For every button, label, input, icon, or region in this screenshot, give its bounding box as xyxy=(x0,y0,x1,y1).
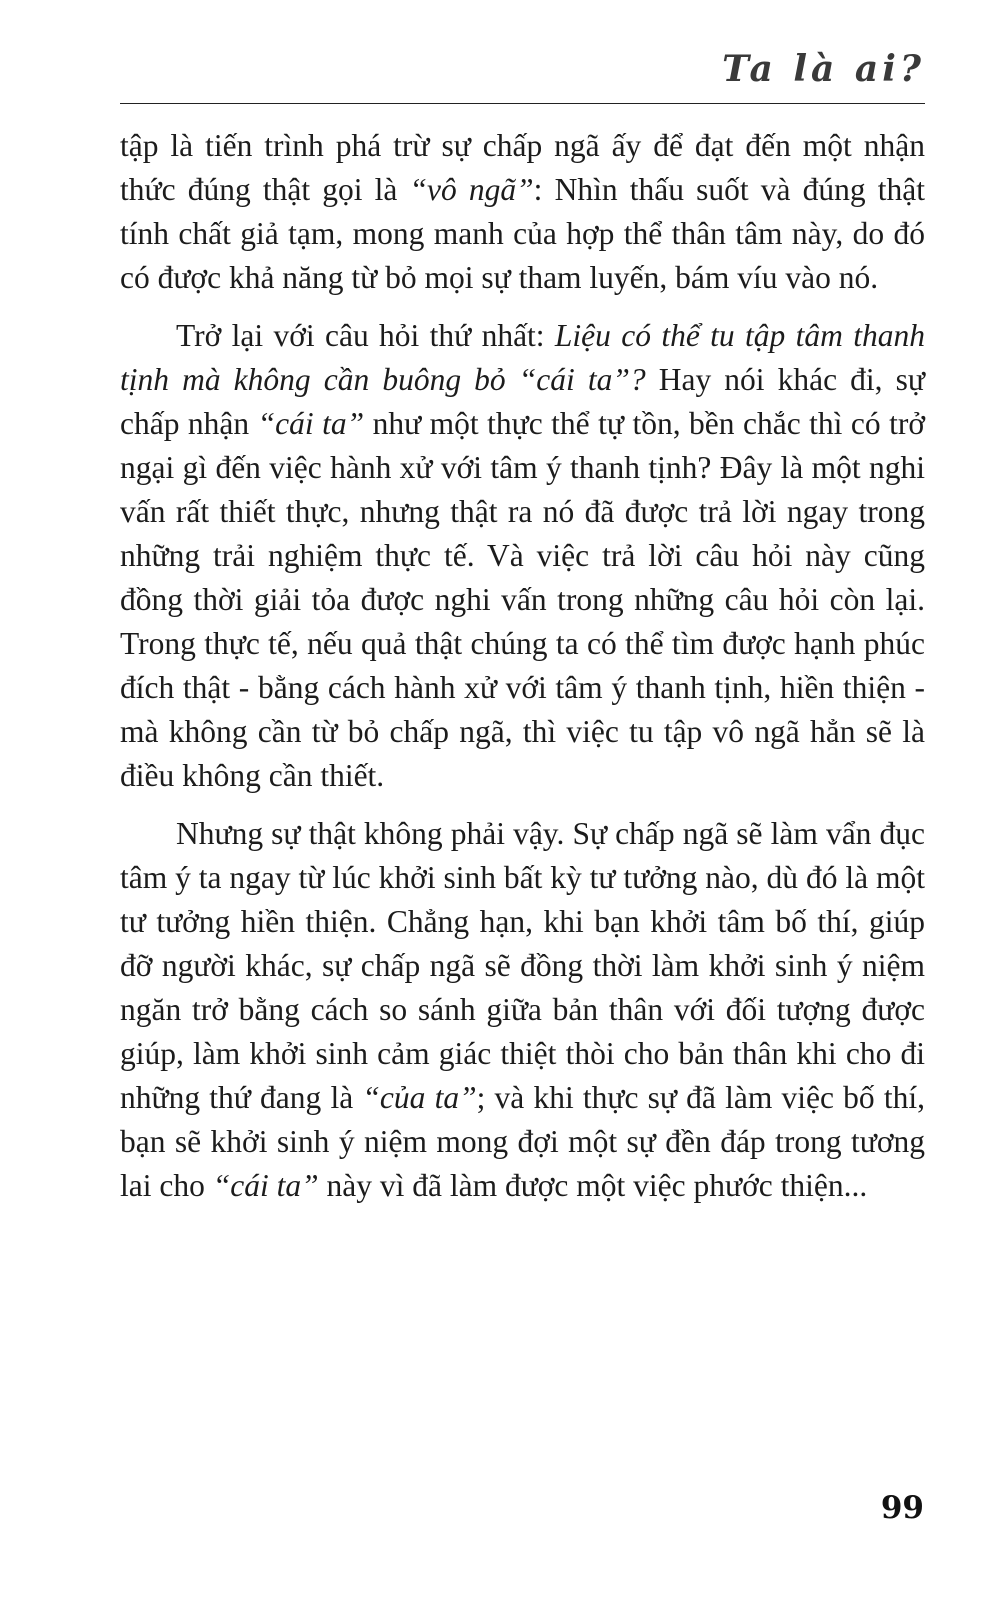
running-title: Ta là ai? xyxy=(722,48,925,90)
header-divider xyxy=(120,103,925,104)
text-run: Nhưng sự thật không phải vậy. Sự chấp ngã sẽ làm vẩn đục tâm ý ta ngay từ lúc khởi sinh bất kỳ tư tưởng nào, dù đó là một tư tưởng hiền thiện. Chẳng hạn, khi bạn khởi tâm bố thí, giúp đỡ người khác, sự chấp ngã sẽ đồng thời làm khởi sinh ý niệm ngăn trở bằng cách so sánh giữa bản thân với đối tượng được giúp, làm khởi sinh cảm giác thiệt thòi cho bản thân khi cho đi những thứ đang là xyxy=(120,816,925,1115)
text-run: : Nhìn thấu suốt và đúng thật tính chất giả tạm, mong manh của hợp thể thân tâm này, do đó có được khả năng từ bỏ mọi sự tham luyến, bám víu vào nó. xyxy=(120,172,925,295)
paragraph-1 xyxy=(120,124,925,300)
italic-term-cua-ta: “của ta” xyxy=(362,1080,477,1115)
text-run: tập là tiến trình phá trừ sự chấp ngã ấy để đạt đến một nhận thức đúng thật gọi là xyxy=(120,128,925,207)
text-run: Hay nói khác đi, sự chấp nhận xyxy=(120,362,925,441)
text-run: như một thực thể tự tồn, bền chắc thì có trở ngại gì đến việc hành xử với tâm ý thanh tịnh? Đây là một nghi vấn rất thiết thực, nhưng thật ra nó đã được trả lời ngay trong những trải nghiệm thực tế. Và việc trả lời câu hỏi này cũng đồng thời giải tỏa được nghi vấn trong những câu hỏi còn lại. Trong thực tế, nếu quả thật chúng ta có thể tìm được hạnh phúc đích thật - bằng cách hành xử với tâm ý thanh tịnh, hiền thiện - mà không cần từ bỏ chấp ngã, thì việc tu tập vô ngã hẳn sẽ là điều không cần thiết. xyxy=(120,406,925,793)
paragraph-3 xyxy=(120,812,925,1208)
body-text xyxy=(120,124,925,1222)
italic-term-cai-ta: “cái ta” xyxy=(212,1168,319,1203)
italic-term-cai-ta: “cái ta” xyxy=(257,406,365,441)
text-run: này vì đã làm được một việc phước thiện... xyxy=(318,1168,868,1203)
page-number: 99 xyxy=(880,1490,924,1526)
text-run: ; và khi thực sự đã làm việc bố thí, bạn sẽ khởi sinh ý niệm mong đợi một sự đền đáp trong tương lai cho xyxy=(120,1080,925,1203)
italic-question: Liệu có thể tu tập tâm thanh tịnh mà không cần buông bỏ “cái ta”? xyxy=(120,318,925,397)
italic-term-vo-nga: “vô ngã” xyxy=(409,172,534,207)
paragraph-2 xyxy=(120,314,925,798)
text-run: Trở lại với câu hỏi thứ nhất: xyxy=(176,318,555,353)
